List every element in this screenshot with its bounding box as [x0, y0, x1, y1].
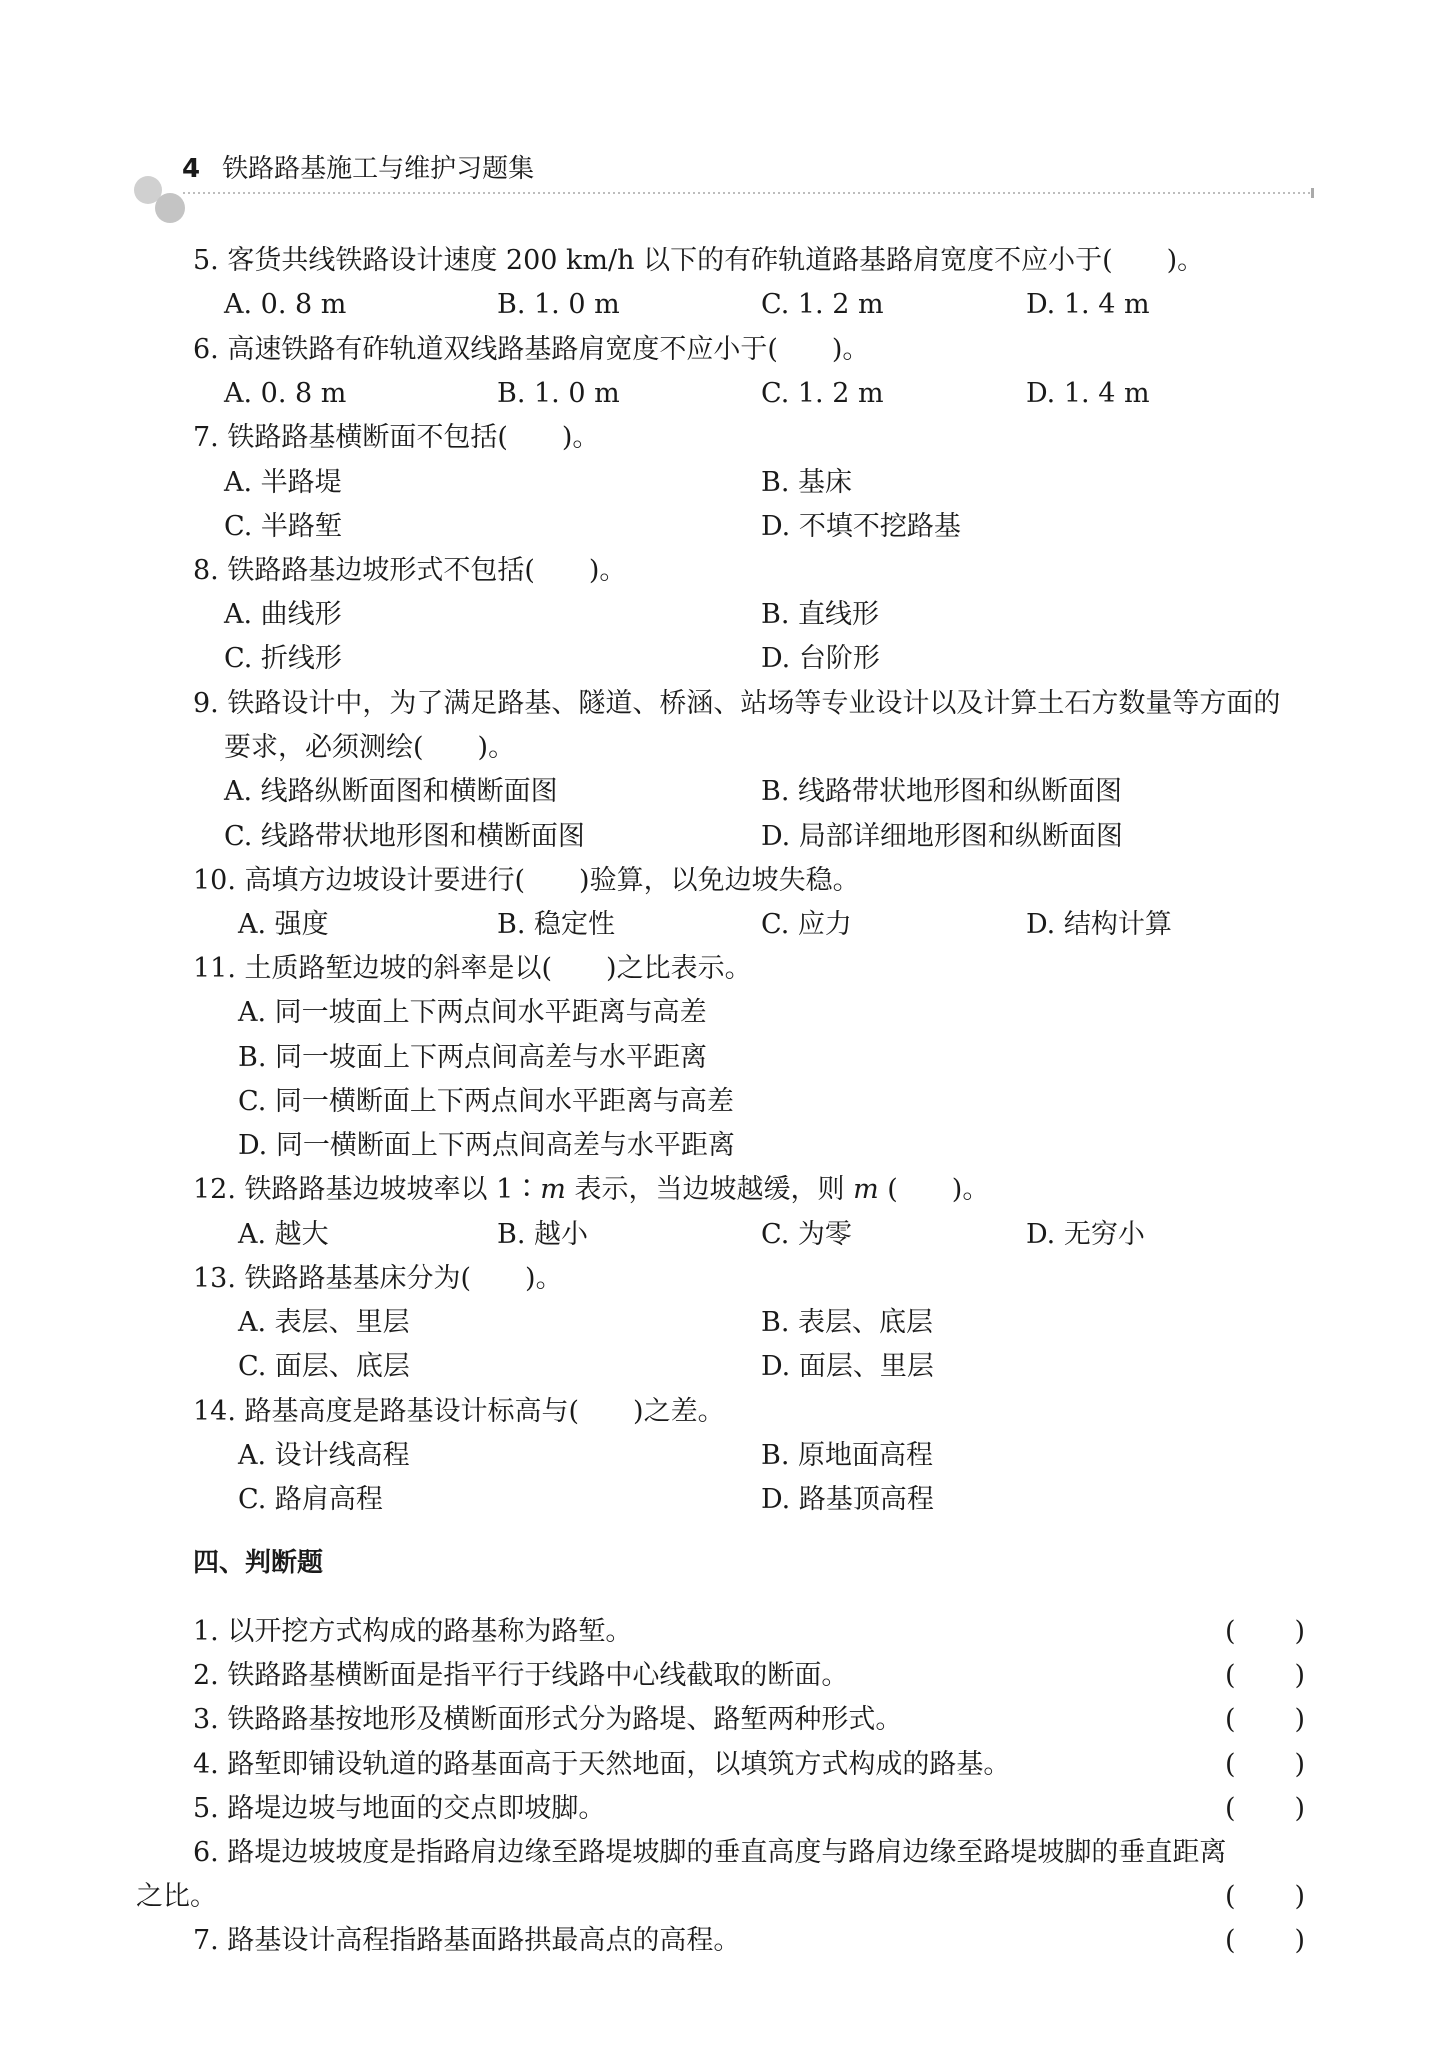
option: D. 1. 4 m [1026, 289, 1150, 320]
variable-m: m [540, 1174, 566, 1205]
option: D. 局部详细地形图和纵断面图 [761, 821, 1123, 852]
question-stem: 7. 铁路路基横断面不包括( )。 [193, 422, 600, 453]
option: A. 曲线形 [224, 599, 342, 630]
judgment-item: 5. 路堤边坡与地面的交点即坡脚。 [193, 1793, 606, 1824]
option: A. 半路堤 [224, 467, 342, 498]
option: C. 1. 2 m [761, 289, 884, 320]
option: D. 无穷小 [1026, 1219, 1145, 1250]
judgment-item: 2. 铁路路基横断面是指平行于线路中心线截取的断面。 [193, 1660, 849, 1691]
question-stem: 8. 铁路路基边坡形式不包括( )。 [193, 555, 627, 586]
answer-blank: ( ) [1225, 1704, 1305, 1735]
variable-m: m [853, 1174, 879, 1205]
option: A. 强度 [238, 909, 329, 940]
answer-blank: ( ) [1225, 1616, 1305, 1647]
question-stem: 10. 高填方边坡设计要进行( )验算，以免边坡失稳。 [193, 865, 860, 896]
option: A. 设计线高程 [238, 1440, 410, 1471]
judgment-item-continued: 之比。 [136, 1881, 217, 1912]
option: D. 面层、里层 [761, 1351, 934, 1382]
option: C. 为零 [761, 1219, 852, 1250]
judgment-item: 3. 铁路路基按地形及横断面形式分为路堤、路堑两种形式。 [193, 1704, 903, 1735]
option: B. 越小 [497, 1219, 589, 1250]
option: C. 路肩高程 [238, 1484, 383, 1515]
option: C. 应力 [761, 909, 852, 940]
option: B. 原地面高程 [761, 1440, 934, 1471]
page-number: 4 [182, 154, 201, 184]
section-title: 四、判断题 [193, 1548, 324, 1578]
option: A. 同一坡面上下两点间水平距离与高差 [238, 997, 707, 1028]
option: A. 表层、里层 [238, 1307, 410, 1338]
question-stem: 13. 铁路路基基床分为( )。 [193, 1263, 563, 1294]
option: B. 同一坡面上下两点间高差与水平距离 [238, 1042, 708, 1073]
judgment-item: 6. 路堤边坡坡度是指路肩边缘至路堤坡脚的垂直高度与路肩边缘至路堤坡脚的垂直距离 [193, 1837, 1227, 1868]
option: A. 0. 8 m [224, 378, 347, 409]
stem-text: ( )。 [878, 1174, 990, 1205]
option: B. 基床 [761, 467, 853, 498]
option: B. 表层、底层 [761, 1307, 934, 1338]
option: D. 1. 4 m [1026, 378, 1150, 409]
option: A. 0. 8 m [224, 289, 347, 320]
question-stem: 11. 土质路堑边坡的斜率是以( )之比表示。 [193, 953, 752, 984]
answer-blank: ( ) [1225, 1925, 1305, 1956]
option: B. 直线形 [761, 599, 880, 630]
header-decoration [128, 175, 1318, 235]
question-stem: 9. 铁路设计中，为了满足路基、隧道、桥涵、站场等专业设计以及计算土石方数量等方面的 [193, 688, 1281, 719]
judgment-item: 1. 以开挖方式构成的路基称为路堑。 [193, 1616, 633, 1647]
answer-blank: ( ) [1225, 1881, 1305, 1912]
option: B. 线路带状地形图和纵断面图 [761, 776, 1123, 807]
option: B. 1. 0 m [497, 378, 620, 409]
question-stem: 14. 路基高度是路基设计标高与( )之差。 [193, 1396, 725, 1427]
option: D. 路基顶高程 [761, 1484, 934, 1515]
question-stem: 6. 高速铁路有砟轨道双线路基路肩宽度不应小于( )。 [193, 334, 870, 365]
question-stem [193, 1173, 989, 1207]
option: C. 线路带状地形图和横断面图 [224, 821, 585, 852]
option: C. 1. 2 m [761, 378, 884, 409]
option: B. 稳定性 [497, 909, 616, 940]
answer-blank: ( ) [1225, 1660, 1305, 1691]
stem-text: 表示，当边坡越缓，则 [565, 1174, 854, 1205]
option: C. 同一横断面上下两点间水平距离与高差 [238, 1086, 734, 1117]
judgment-item: 4. 路堑即铺设轨道的路基面高于天然地面，以填筑方式构成的路基。 [193, 1749, 1011, 1780]
option: A. 越大 [238, 1219, 329, 1250]
option: A. 线路纵断面图和横断面图 [224, 776, 558, 807]
option: C. 折线形 [224, 643, 342, 674]
option: D. 结构计算 [1026, 909, 1172, 940]
option: C. 半路堑 [224, 511, 342, 542]
option: C. 面层、底层 [238, 1351, 410, 1382]
option: D. 不填不挖路基 [761, 511, 961, 542]
question-stem-continued: 要求，必须测绘( )。 [224, 732, 516, 763]
option: D. 同一横断面上下两点间高差与水平距离 [238, 1130, 735, 1161]
judgment-item: 7. 路基设计高程指路基面路拱最高点的高程。 [193, 1925, 741, 1956]
answer-blank: ( ) [1225, 1749, 1305, 1780]
question-stem: 5. 客货共线铁路设计速度 200 km/h 以下的有砟轨道路基路肩宽度不应小于( )。 [193, 245, 1205, 276]
option: B. 1. 0 m [497, 289, 620, 320]
book-title: 铁路路基施工与维护习题集 [222, 154, 535, 184]
answer-blank: ( ) [1225, 1793, 1305, 1824]
option: D. 台阶形 [761, 643, 880, 674]
stem-text: 12. 铁路路基边坡坡率以 1∶ [193, 1174, 541, 1205]
